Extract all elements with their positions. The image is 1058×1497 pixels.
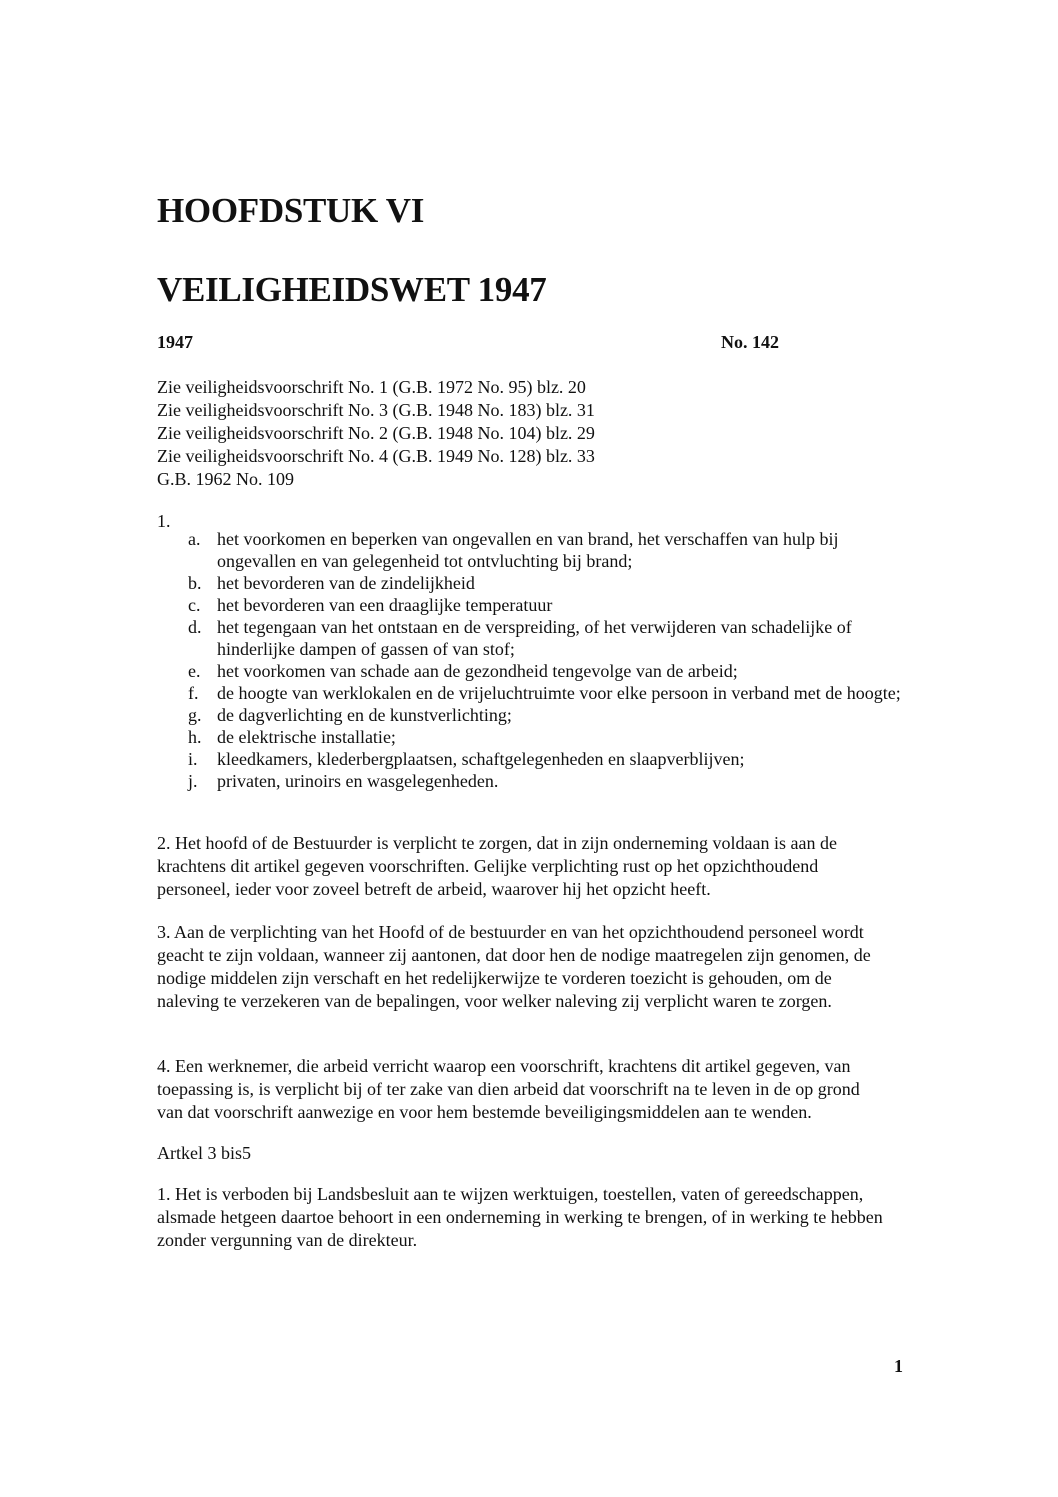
item-text: het tegengaan van het ontstaan en de verspreiding, of het verwijderen van schadelijke of hinderlijke dampen of gassen of van stof; xyxy=(217,617,852,659)
reference-line: Zie veiligheidsvoorschrift No. 2 (G.B. 1948 No. 104) blz. 29 xyxy=(157,423,595,443)
meta-row xyxy=(157,331,779,353)
list-item xyxy=(188,660,908,682)
item-letter: j. xyxy=(188,771,198,791)
item-text: het bevorderen van een draaglijke temperatuur xyxy=(217,595,553,615)
provisions-list xyxy=(188,528,908,792)
reference-line: Zie veiligheidsvoorschrift No. 1 (G.B. 1972 No. 95) blz. 20 xyxy=(157,377,586,397)
list-item xyxy=(188,682,908,704)
item-letter: i. xyxy=(188,749,198,769)
item-text: het voorkomen en beperken van ongevallen en van brand, het verschaffen van hulp bij ongevallen en van gelegenheid tot ontvluchting bij brand; xyxy=(217,529,839,571)
list-item xyxy=(188,572,908,594)
item-letter: h. xyxy=(188,727,202,747)
item-letter: a. xyxy=(188,529,201,549)
item-text: de hoogte van werklokalen en de vrijeluchtruimte voor elke persoon in verband met de hoogte; xyxy=(217,683,901,703)
item-letter: f. xyxy=(188,683,199,703)
list-item xyxy=(188,594,908,616)
reference-line: Zie veiligheidsvoorschrift No. 3 (G.B. 1948 No. 183) blz. 31 xyxy=(157,400,595,420)
section-number: 1. xyxy=(157,511,171,531)
article-heading: Artkel 3 bis5 xyxy=(157,1143,251,1163)
reference-line: G.B. 1962 No. 109 xyxy=(157,469,295,489)
item-text: het bevorderen van de zindelijkheid xyxy=(217,573,475,593)
paragraph-4: 4. Een werknemer, die arbeid verricht waarop een voorschrift, krachtens dit artikel gegeven, van toepassing is, is verplicht bij of ter zake van dien arbeid dat voorschrift na te leven in de op grond van dat voorschrift aanwezige en voor hem bestemde beveiligingsmiddelen aan te wenden. xyxy=(157,1056,860,1122)
list-item xyxy=(188,726,908,748)
chapter-title: HOOFDSTUK VI xyxy=(157,191,425,230)
item-text: privaten, urinoirs en wasgelegenheden. xyxy=(217,771,499,791)
list-item xyxy=(188,528,908,572)
list-item xyxy=(188,704,908,726)
item-letter: g. xyxy=(188,705,202,725)
item-text: het voorkomen van schade aan de gezondheid tengevolge van de arbeid; xyxy=(217,661,738,681)
list-item xyxy=(188,616,908,660)
paragraph-3: 3. Aan de verplichting van het Hoofd of de bestuurder en van het opzichthoudend personeel wordt geacht te zijn voldaan, wanneer zij aantonen, dat door hen de nodige maatregelen zijn genomen, de nodige middelen zijn verschaft en het redelijkerwijze te vorderen toezicht is gehouden, om de naleving te verzekeren van de bepalingen, voor welker naleving zij verplicht waren te zorgen. xyxy=(157,922,871,1011)
item-letter: d. xyxy=(188,617,202,637)
references-list xyxy=(157,376,877,491)
number-label: No. 142 xyxy=(721,332,779,352)
law-title: VEILIGHEIDSWET 1947 xyxy=(157,270,547,309)
list-item xyxy=(188,770,908,792)
item-letter: b. xyxy=(188,573,202,593)
article-paragraph-1: 1. Het is verboden bij Landsbesluit aan te wijzen werktuigen, toestellen, vaten of gereedschappen, alsmade hetgeen daartoe behoort in een onderneming in werking te brengen, of in werking te hebben zonder vergunning van de direkteur. xyxy=(157,1184,883,1250)
page-number: 1 xyxy=(894,1356,903,1376)
item-text: kleedkamers, klederbergplaatsen, schaftgelegenheden en slaapverblijven; xyxy=(217,749,745,769)
item-letter: c. xyxy=(188,595,201,615)
item-text: de dagverlichting en de kunstverlichting; xyxy=(217,705,512,725)
year-label: 1947 xyxy=(157,332,193,352)
item-text: de elektrische installatie; xyxy=(217,727,396,747)
item-letter: e. xyxy=(188,661,201,681)
reference-line: Zie veiligheidsvoorschrift No. 4 (G.B. 1949 No. 128) blz. 33 xyxy=(157,446,595,466)
paragraph-2: 2. Het hoofd of de Bestuurder is verplicht te zorgen, dat in zijn onderneming voldaan is aan de krachtens dit artikel gegeven voorschriften. Gelijke verplichting rust op het opzichthoudend personeel, ieder voor zoveel betreft de arbeid, waarover hij het opzicht heeft. xyxy=(157,833,837,899)
list-item xyxy=(188,748,908,770)
